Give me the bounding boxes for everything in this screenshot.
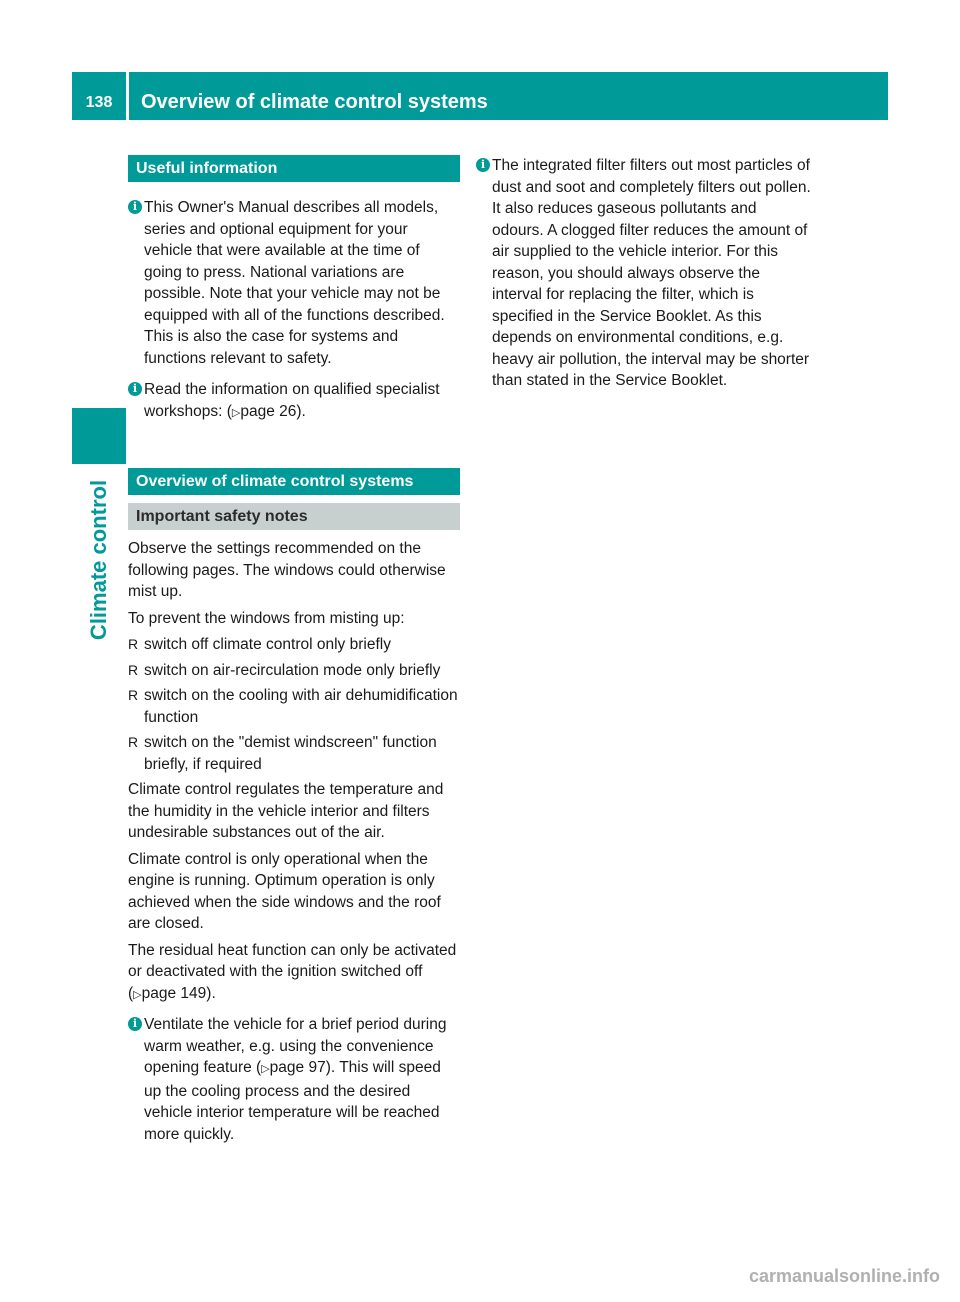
paragraph: The residual heat function can only be activated or deactivated with the ignition switched off (▷page 149).	[128, 941, 457, 1002]
info-note-ventilate: i Ventilate the vehicle for a brief period during warm weather, e.g. using the convenience opening feature (▷page 97). This will speed up the cooling process and the desired vehicle interior temperature will be reached more quickly.	[128, 1014, 460, 1145]
list-item: R switch on the cooling with air dehumidification function	[128, 687, 458, 726]
list-item: R switch on the "demist windscreen" function briefly, if required	[128, 734, 437, 773]
note-text: Read the information on qualified specialist workshops: (	[144, 381, 440, 420]
bullet-icon: R	[128, 661, 139, 678]
chapter-tab-marker	[72, 408, 126, 464]
right-column	[476, 155, 812, 402]
info-icon: i	[476, 158, 490, 172]
page-ref-link[interactable]: page 149	[141, 984, 207, 1002]
info-icon: i	[128, 200, 142, 214]
page-ref-arrow-icon: ▷	[261, 1063, 270, 1075]
useful-info-heading: Useful information	[128, 155, 460, 182]
paragraph: To prevent the windows from misting up:	[128, 609, 405, 627]
paragraph: Climate control is only operational when the engine is running. Optimum operation is only achieved when the side windows and the roof are closed.	[128, 850, 441, 932]
page-ref-link[interactable]: page 26	[240, 402, 297, 420]
page-ref-arrow-icon: ▷	[133, 988, 142, 1001]
watermark: carmanualsonline.info	[748, 1266, 940, 1286]
note-text: This Owner's Manual describes all models, series and optional equipment for your vehicle that were available at the time of going to press. National variations are possible. Note that your vehicle may not be equipped with all of the functions described. This is also the case for systems and functions relevant to safety.	[144, 199, 445, 367]
bullet-icon: R	[128, 734, 139, 750]
left-column	[128, 155, 460, 1155]
info-icon: i	[128, 1017, 142, 1031]
subsection-heading: Important safety notes	[128, 503, 460, 530]
paragraph: Observe the settings recommended on the following pages. The windows could otherwise mist up.	[128, 540, 446, 600]
page-ref-arrow-icon: ▷	[231, 406, 241, 419]
bullet-icon: R	[128, 687, 139, 703]
info-note-filter	[476, 155, 812, 392]
note-text: The integrated filter filters out most particles of dust and soot and completely filters out pollen. It also reduces gaseous pollutants and odours. A clogged filter reduces the amount of air supplied to the vehicle interior. For this reason, you should always observe the interval for replacing the filter, which is specified in the Service Booklet. As this depends on environmental conditions, e.g. heavy air pollution, the interval may be shorter than stated in the Service Booklet.	[492, 157, 811, 389]
section-heading: Overview of climate control systems	[128, 468, 460, 495]
page-ref-link[interactable]: page 97	[269, 1059, 326, 1076]
page-number: 138	[72, 72, 126, 120]
paragraph: Climate control regulates the temperature and the humidity in the vehicle interior and filters undesirable substances out of the air.	[128, 781, 444, 841]
bullet-icon: R	[128, 636, 139, 652]
chapter-label: Climate control	[86, 479, 111, 641]
list-item: R switch off climate control only briefly	[128, 634, 460, 656]
info-icon: i	[128, 382, 142, 396]
info-note-workshops: i Read the information on qualified specialist workshops: (▷page 26).	[128, 379, 460, 424]
page-header-title: Overview of climate control systems	[129, 72, 888, 120]
info-note-manual-scope	[128, 197, 460, 369]
list-item: R switch on air-recirculation mode only briefly	[128, 660, 460, 682]
